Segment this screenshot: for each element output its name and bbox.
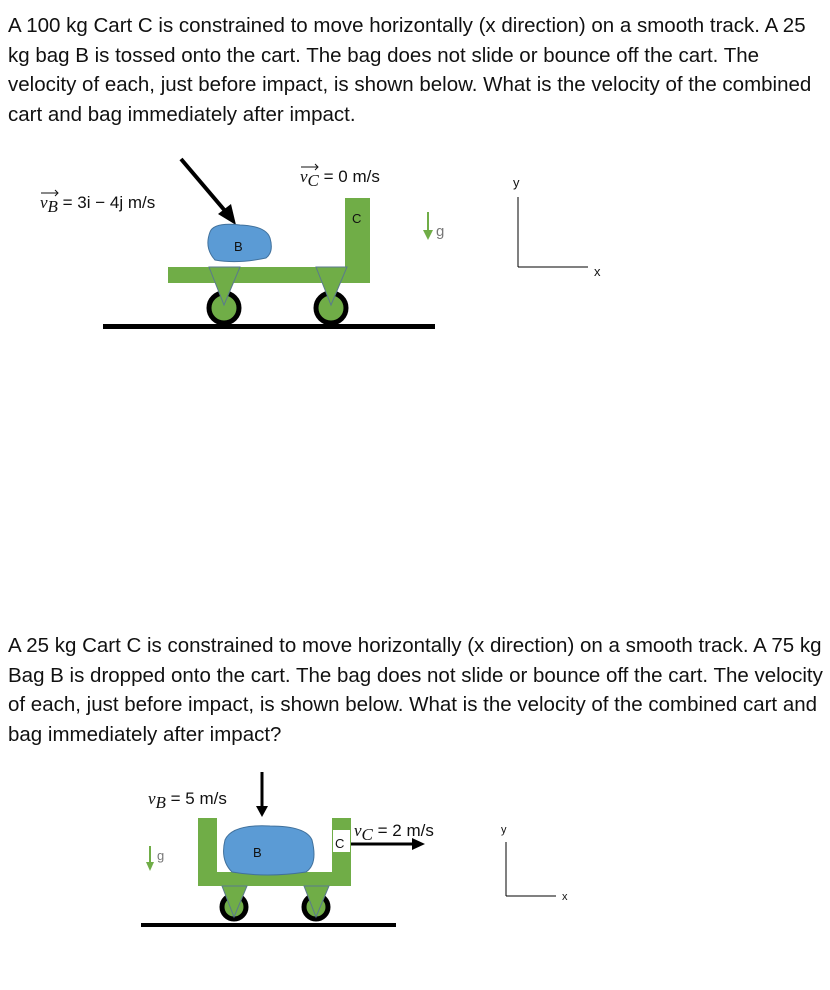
rear-wheel bbox=[222, 886, 247, 919]
axis-y-label: y bbox=[513, 175, 520, 190]
problem-2-text: A 25 kg Cart C is constrained to move horizontally (x direction) on a smooth track. A 75 kg Bag B is dropped onto the cart. The bag does not slide or bounce off the cart. The velocity of each, just before impact, is shown below. What is the velocity of the combined cart and bag immediately after impact? bbox=[8, 634, 823, 746]
front-wheel bbox=[316, 267, 347, 323]
axis-x-label: x bbox=[562, 891, 568, 903]
bag-label: B bbox=[234, 239, 243, 254]
vb-label: vB = 3i − 4j m/s bbox=[40, 193, 156, 216]
coordinate-axes bbox=[513, 175, 601, 279]
vc-label: vC = 2 m/s bbox=[354, 821, 434, 844]
cart-label: C bbox=[352, 211, 362, 226]
cart-label: C bbox=[335, 836, 345, 851]
problem-1-figure bbox=[0, 140, 830, 340]
gravity-indicator bbox=[423, 212, 444, 240]
bag-velocity-arrow bbox=[181, 159, 226, 212]
gravity-arrow-icon bbox=[423, 230, 433, 240]
vc-label: vC = 0 m/s bbox=[300, 167, 380, 190]
track bbox=[141, 923, 396, 927]
axis-y-label: y bbox=[501, 824, 507, 836]
bag bbox=[224, 826, 314, 875]
bag-label: B bbox=[253, 845, 262, 860]
gravity-label: g bbox=[157, 848, 165, 863]
track bbox=[103, 324, 435, 329]
vb-label: vB = 5 m/s bbox=[148, 789, 227, 812]
coordinate-axes bbox=[501, 824, 568, 903]
problem-2-figure bbox=[0, 760, 830, 960]
gravity-arrow-icon bbox=[146, 862, 154, 871]
rear-wheel bbox=[209, 267, 240, 323]
front-wheel bbox=[304, 886, 329, 919]
problem-1-text: A 100 kg Cart C is constrained to move horizontally (x direction) on a smooth track. A 25 kg bag B is tossed onto the cart. The bag does not slide or bounce off the cart. The velocity of each, just before impact, is shown below. What is the velocity of the combined cart and bag immediately after impact. bbox=[8, 14, 812, 126]
gravity-label: g bbox=[436, 223, 445, 240]
bag-velocity-arrowhead-icon bbox=[256, 806, 268, 817]
gravity-indicator bbox=[146, 846, 164, 871]
axis-x-label: x bbox=[594, 264, 601, 279]
